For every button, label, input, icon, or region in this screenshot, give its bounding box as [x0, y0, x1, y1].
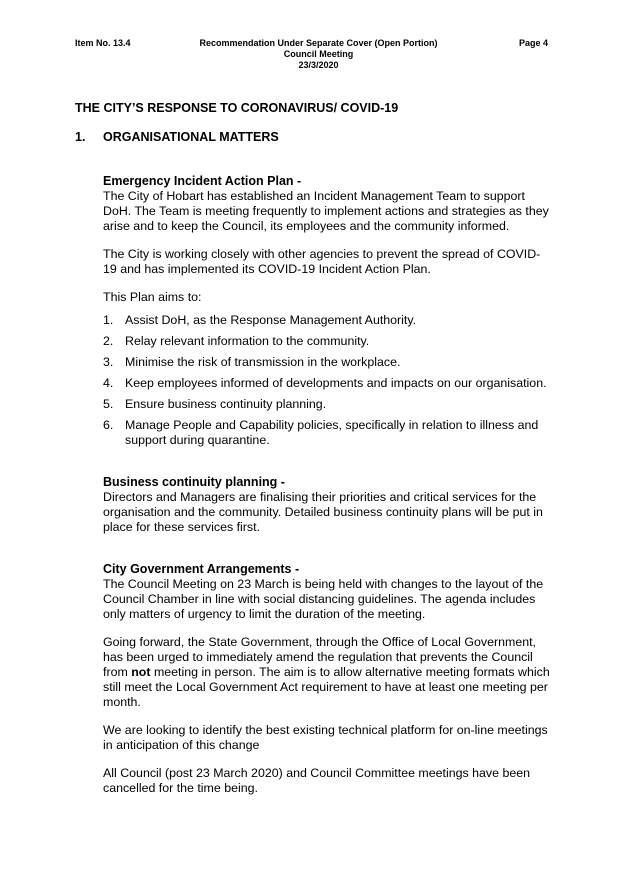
section-title: ORGANISATIONAL MATTERS	[103, 130, 279, 144]
emergency-plan-para-1: The City of Hobart has established an Incident Management Team to support DoH. The Team is meeting frequently to implement actions and strategies as they arise and to keep the Council, its employees and the community informed.	[103, 189, 549, 233]
aims-item-text: Keep employees informed of developments and impacts on our organisation.	[125, 376, 547, 390]
aims-item-text: Manage People and Capability policies, specifically in relation to illness and support during quarantine.	[125, 418, 539, 447]
para-2-text-before: Going forward, the State Government, through the Office of Local Government, has been urged to immediately amend the regulation that prevents the Council from	[103, 635, 536, 679]
city-government-para-1: The Council Meeting on 23 March is being held with changes to the layout of the Council Chamber in line with social distancing guidelines. The agenda includes only matters of urgency to limit the duration of the meeting.	[103, 577, 544, 621]
aims-item-text: Ensure business continuity planning.	[125, 397, 327, 411]
aims-list-item	[103, 355, 553, 370]
item-number: Item No. 13.4	[75, 38, 131, 48]
aims-item-number: 1.	[103, 313, 114, 327]
document-title: THE CITY’S RESPONSE TO CORONAVIRUS/ COVID-19	[75, 101, 399, 115]
aims-list-item	[103, 397, 553, 412]
city-government-block	[75, 535, 553, 796]
city-government-para-3: We are looking to identify the best existing technical platform for on-line meetings in anticipation of this change	[103, 723, 548, 752]
para-2-emphasis: not	[131, 665, 151, 679]
aims-item-text: Minimise the risk of transmission in the workplace.	[125, 355, 401, 369]
header-meeting-name: Council Meeting	[283, 49, 354, 59]
aims-item-number: 4.	[103, 376, 114, 390]
business-continuity-heading: Business continuity planning -	[103, 475, 285, 489]
business-continuity-para-1: Directors and Managers are finalising their priorities and critical services for the organisation and the community. Detailed business continuity plans will be put in place for these services first.	[103, 490, 543, 534]
section-number: 1.	[75, 130, 86, 144]
para-2-text-after: meeting in person. The aim is to allow alternative meeting formats which still meet the Local Government Act requirement to have at least one meeting per month.	[103, 665, 550, 709]
city-government-heading: City Government Arrangements -	[103, 562, 300, 576]
aims-item-number: 5.	[103, 397, 114, 411]
aims-item-number: 6.	[103, 418, 114, 432]
aims-list-item	[103, 418, 553, 448]
aims-item-number: 2.	[103, 334, 114, 348]
document-body	[75, 100, 553, 796]
aims-list-item	[103, 334, 553, 349]
aims-list	[103, 313, 553, 448]
aims-item-text: Assist DoH, as the Response Management Authority.	[125, 313, 417, 327]
aims-item-number: 3.	[103, 355, 114, 369]
city-government-para-4: All Council (post 23 March 2020) and Council Committee meetings have been cancelled for the time being.	[103, 766, 531, 795]
page-header	[0, 38, 622, 74]
business-continuity-block	[75, 448, 553, 535]
section-heading	[75, 129, 553, 145]
header-meeting-date: 23/3/2020	[298, 60, 339, 70]
emergency-plan-heading: Emergency Incident Action Plan -	[103, 174, 302, 188]
header-report-title: Recommendation Under Separate Cover (Open Portion)	[199, 38, 438, 48]
city-government-para-2	[103, 635, 553, 710]
header-center	[160, 38, 477, 71]
emergency-plan-para-2: The City is working closely with other agencies to prevent the spread of COVID-19 and has implemented its COVID-19 Incident Action Plan.	[103, 247, 541, 276]
aims-item-text: Relay relevant information to the community.	[125, 334, 370, 348]
aims-intro: This Plan aims to:	[103, 290, 202, 304]
emergency-plan-block	[75, 145, 553, 448]
aims-list-item	[103, 376, 553, 391]
aims-list-item	[103, 313, 553, 328]
page-number: Page 4	[518, 38, 548, 48]
